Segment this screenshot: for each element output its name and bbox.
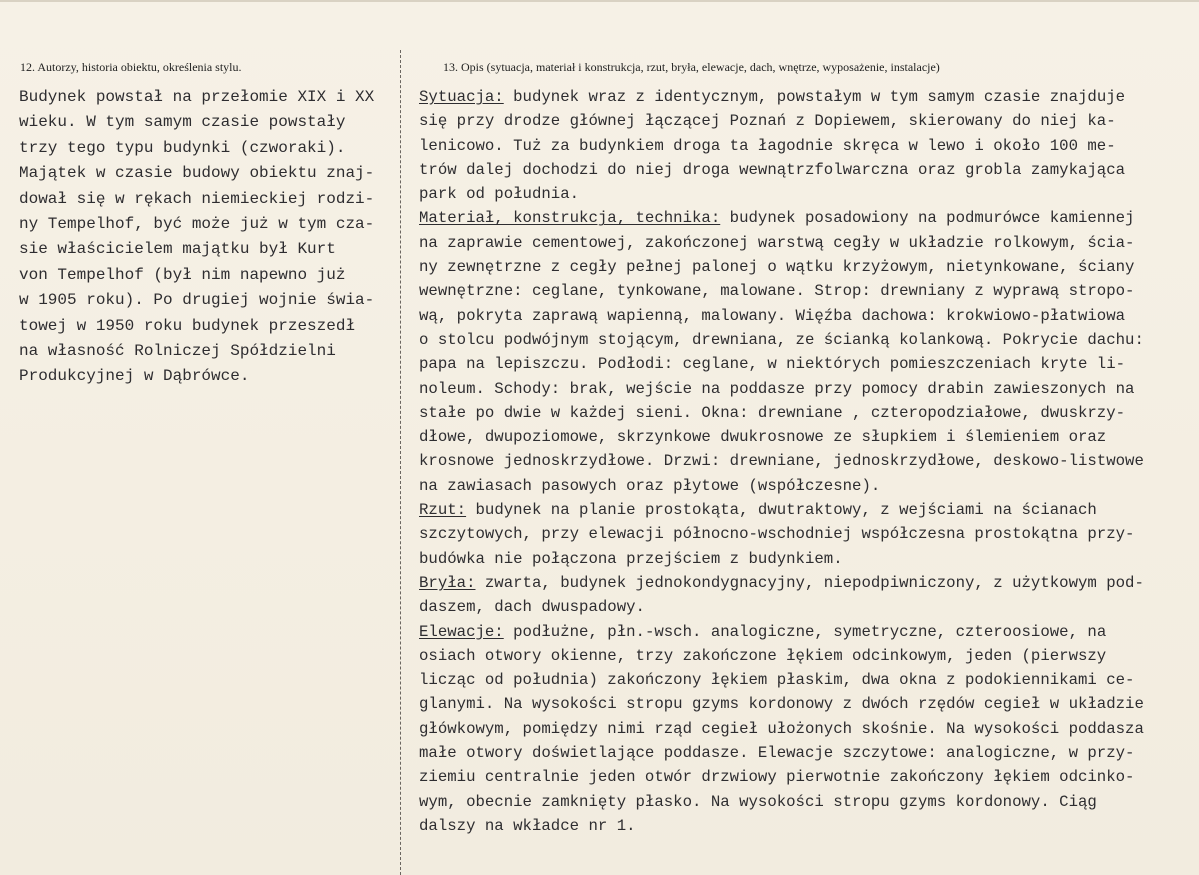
description-text-run: wym, obecnie zamknięty płasko. Na wysokości stropu gzyms kordonowy. Ciąg	[419, 792, 1097, 811]
description-line	[419, 255, 1144, 279]
description-line	[419, 620, 1144, 644]
section-13-header: 13. Opis (sytuacja, materiał i konstrukcja, rzut, bryła, elewacje, dach, wnętrze, wyposażenie, instalacje)	[443, 60, 940, 74]
section-label: Rzut:	[419, 501, 467, 520]
description-line	[419, 814, 1144, 838]
column-divider	[400, 50, 401, 875]
description-line	[419, 717, 1144, 741]
description-text-run: licząc od południa) zakończony łękiem płaskim, dwa okna z podokiennikami ce-	[419, 671, 1135, 690]
description-text-run: stałe po dwie w każdej sieni. Okna: drewniane , czteropodziałowe, dwuskrzy-	[419, 403, 1126, 422]
description-text-run: dłowe, dwupoziomowe, skrzynkowe dwukrosnowe ze słupkiem i ślemieniem oraz	[419, 428, 1107, 447]
section-label: Materiał, konstrukcja, technika:	[419, 209, 721, 228]
description-text-run: małe otwory doświetlające poddasze. Elewacje szczytowe: analogiczne, w przy-	[419, 744, 1135, 763]
description-line	[419, 158, 1144, 182]
description-text-run: podłużne, płn.-wsch. analogiczne, symetryczne, czteroosiowe, na	[503, 622, 1107, 641]
description-line	[419, 474, 1144, 498]
description-text-run: na zaprawie cementowej, zakończonej warstwą cegły w układzie rolkowym, ścia-	[419, 233, 1135, 252]
history-line: Budynek powstał na przełomie XIX i XX	[19, 88, 375, 106]
description-line	[419, 401, 1144, 425]
description-line	[419, 85, 1144, 109]
description-line	[419, 668, 1144, 692]
description-line	[419, 449, 1144, 473]
description-line	[419, 547, 1144, 571]
history-line: wieku. W tym samym czasie powstały	[19, 113, 346, 132]
description-text-run: noleum. Schody: brak, wejście na poddasze przy pomocy drabin zawieszonych na	[419, 379, 1135, 398]
description-line	[419, 571, 1144, 595]
description-text-run: budynek na planie prostokąta, dwutraktowy, z wejściami na ścianach	[466, 501, 1097, 520]
description-text-run: o stolcu podwójnym stojącym, drewniana, ze ścianką kolankową. Pokrycie dachu:	[419, 330, 1144, 349]
description-text-run: papa na lepiszczu. Podłodi: ceglane, w niektórych pomieszczeniach kryte li-	[419, 355, 1126, 374]
description-text-run: wą, pokryta zaprawą wapienną, malowany. Więźba dachowa: krokwiowo-płatwiowa	[419, 306, 1126, 325]
history-text	[19, 85, 374, 390]
description-text-run: osiach otwory okienne, trzy zakończone łękiem odcinkowym, jeden (pierwszy	[419, 646, 1107, 665]
description-line	[419, 352, 1144, 376]
description-text-run: ny zewnętrzne z cegły pełnej palonej o wątku krzyżowym, nietynkowane, ściany	[419, 258, 1135, 277]
description-line	[419, 765, 1144, 789]
description-text-run: ziemiu centralnie jeden otwór drzwiowy pierwotnie zakończony łękiem odcinko-	[419, 768, 1135, 787]
description-text-run: budynek wraz z identycznym, powstałym w tym samym czasie znajduje	[503, 88, 1126, 106]
section-label: Bryła:	[419, 573, 476, 592]
history-line: towej w 1950 roku budynek przeszedł	[19, 316, 356, 335]
description-line	[419, 595, 1144, 619]
history-line: trzy tego typu budynki (czworaki).	[19, 138, 346, 157]
description-text	[419, 85, 1144, 838]
section-label: Sytuacja:	[419, 88, 504, 106]
description-text-run: krosnowe jednoskrzydłowe. Drzwi: drewniane, jednoskrzydłowe, deskowo-listwowe	[419, 452, 1144, 471]
history-line: sie właścicielem majątku był Kurt	[19, 240, 336, 259]
description-text-run: wewnętrzne: ceglane, tynkowane, malowane. Strop: drewniany z wyprawą stropo-	[419, 282, 1135, 301]
description-line	[419, 231, 1144, 255]
description-text-run: szczytowych, przy elewacji północno-wschodniej współczesna prostokątna przy-	[419, 525, 1135, 544]
description-text-run: daszem, dach dwuspadowy.	[419, 598, 645, 617]
description-line	[419, 498, 1144, 522]
description-line	[419, 522, 1144, 546]
description-line	[419, 109, 1144, 133]
description-line	[419, 425, 1144, 449]
history-line: von Tempelhof (był nim napewno już	[19, 265, 346, 284]
description-text-run: lenicowo. Tuż za budynkiem droga ta łagodnie skręca w lewo i około 100 me-	[419, 136, 1116, 155]
description-text-run: zwarta, budynek jednokondygnacyjny, niepodpiwniczony, z użytkowym pod-	[475, 573, 1144, 592]
description-line	[419, 377, 1144, 401]
description-line	[419, 182, 1144, 206]
history-line: w 1905 roku). Po drugiej wojnie świa-	[19, 291, 375, 310]
history-line: dował się w rękach niemieckiej rodzi-	[19, 189, 375, 208]
description-line	[419, 279, 1144, 303]
history-line: Majątek w czasie budowy obiektu znaj-	[19, 164, 375, 183]
description-line	[419, 134, 1144, 158]
description-line	[419, 644, 1144, 668]
description-line	[419, 790, 1144, 814]
description-text-run: glanymi. Na wysokości stropu gzyms kordonowy z dwóch rzędów cegieł w układzie	[419, 695, 1144, 714]
description-line	[419, 328, 1144, 352]
section-12-header: 12. Autorzy, historia obiektu, określenia stylu.	[20, 60, 242, 74]
description-line	[419, 741, 1144, 765]
description-text-run: trów dalej dochodzi do niej droga wewnątrzfolwarczna oraz grobla zamykająca	[419, 160, 1126, 179]
description-text-run: dalszy na wkładce nr 1.	[419, 816, 636, 835]
section-label: Elewacje:	[419, 622, 504, 641]
history-line: Produkcyjnej w Dąbrówce.	[19, 367, 250, 386]
history-line: na własność Rolniczej Spółdzielni	[19, 341, 336, 360]
description-text-run: park od południa.	[419, 185, 580, 204]
history-line: ny Tempelhof, być może już w tym cza-	[19, 214, 375, 233]
description-text-run: budówka nie połączona przejściem z budynkiem.	[419, 549, 843, 568]
description-text-run: się przy drodze głównej łączącej Poznań z Dopiewem, skierowany do niej ka-	[419, 112, 1116, 131]
description-line	[419, 304, 1144, 328]
description-text-run: na zawiasach pasowych oraz płytowe (współczesne).	[419, 476, 881, 495]
description-text-run: budynek posadowiony na podmurówce kamiennej	[720, 209, 1135, 228]
description-line	[419, 206, 1144, 230]
description-line	[419, 692, 1144, 716]
description-text-run: główkowym, pomiędzy nimi rząd cegieł ułożonych skośnie. Na wysokości poddasza	[419, 719, 1144, 738]
